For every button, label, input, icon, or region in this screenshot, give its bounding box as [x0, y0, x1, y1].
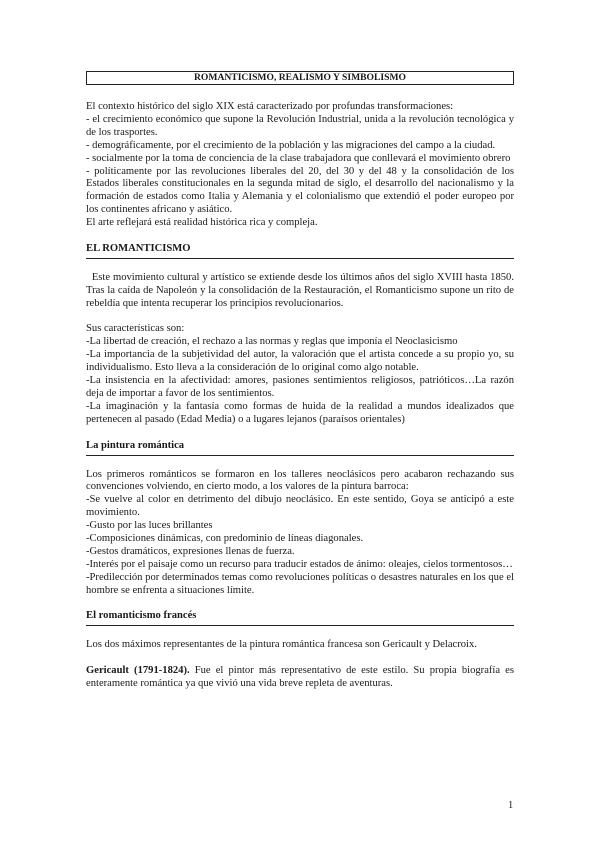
intro-line: El arte reflejará está realidad histórica rica y compleja. — [86, 217, 318, 229]
pintura-line: -Gusto por las luces brillantes — [86, 520, 213, 532]
frances-paragraph: Los dos máximos representantes de la pintura romántica francesa son Gericault y Delacroix. — [86, 639, 477, 651]
gericault-text: Fue el pintor más representativo de este estilo. Su propia biografía es enteramente romántica ya que vivió una vida breve repleta de aventuras. — [86, 665, 514, 690]
characteristic-item: -La insistencia en la afectividad: amores, pasiones sentimientos religiosos, patrióticos…La razón deja de importar a favor de los sentimientos. — [86, 375, 514, 399]
intro-line: El contexto histórico del siglo XIX está caracterizado por profundas transformaciones: — [86, 101, 454, 112]
page-content — [86, 71, 517, 691]
intro-line: - socialmente por la toma de conciencia de la clase trabajadora que conllevará el movimiento obrero — [86, 152, 511, 164]
section-heading-pintura: La pintura romántica — [86, 440, 514, 456]
intro-line: - el crecimiento económico que supone la Revolución Industrial, unida a la revolución tecnológica y de los trasportes. — [86, 113, 514, 138]
document-title: ROMANTICISMO, REALISMO Y SIMBOLISMO — [86, 71, 514, 85]
characteristics-title: Sus características son: — [86, 323, 185, 335]
characteristic-item: -La importancia de la subjetividad del autor, la valoración que el artista concede a su propio yo, su individualismo. Esto lleva a la consideración de lo original como algo notable. — [86, 349, 514, 374]
romanticismo-paragraph: Este movimiento cultural y artístico se extiende desde los últimos años del siglo XVIII hasta 1850. Tras la caída de Napoleón y la consolidación de la Restauración, el Romanticismo supone un rito de rebeldía que intenta recuperar los principios revolucionarios. — [86, 271, 517, 309]
characteristic-item: -La imaginación y la fantasía como formas de huida de la realidad a mundos idealizados que pertenecen al pasado (Edad Media) o a lugares lejanos (paraísos orientales) — [86, 400, 514, 425]
intro-line: - demográficamente, por el crecimiento de la población y las migraciones del campo a la ciudad. — [86, 139, 496, 151]
pintura-line: -Gestos dramáticos, expresiones llenas de fuerza. — [86, 545, 295, 557]
characteristic-item: -La libertad de creación, el rechazo a las normas y reglas que imponía el Neoclasicismo — [86, 336, 458, 348]
gericault-name: Gericault (1791-1824). — [86, 665, 190, 677]
page-number: 1 — [508, 800, 514, 811]
pintura-line: -Interés por el paisaje como un recurso para traducir estados de ánimo: oleajes, cielos tormentosos… — [86, 558, 513, 570]
pintura-line: -Composiciones dinámicas, con predominio de líneas diagonales. — [86, 533, 364, 545]
pintura-line: Los primeros románticos se formaron en los talleres neoclásicos pero acabaron rechazando sus convenciones volviendo, en cierto modo, a los valores de la pintura barroca: — [86, 468, 514, 493]
pintura-line: -Se vuelve al color en detrimento del dibujo neoclásico. En este sentido, Goya se anticipó a este movimiento. — [86, 494, 514, 519]
pintura-line: -Predilección por determinados temas como revoluciones políticas o desastres naturales en los que el hombre se enfrenta a situaciones límite. — [86, 571, 514, 596]
section-heading-frances: El romanticismo francés — [86, 610, 514, 626]
gericault-paragraph — [86, 665, 514, 691]
intro-line: - políticamente por las revoluciones liberales del 20, del 30 y del 48 y la consolidación de los Estados liberales constitucionales en la segunda mitad de siglo, el desarrollo del nacionalismo y la formación de estados como Italia y Alemania y el colonialismo que extendió el poder europeo por los continentes africano y asiático. — [86, 165, 514, 216]
section-heading-romanticismo: EL ROMANTICISMO — [86, 243, 514, 259]
